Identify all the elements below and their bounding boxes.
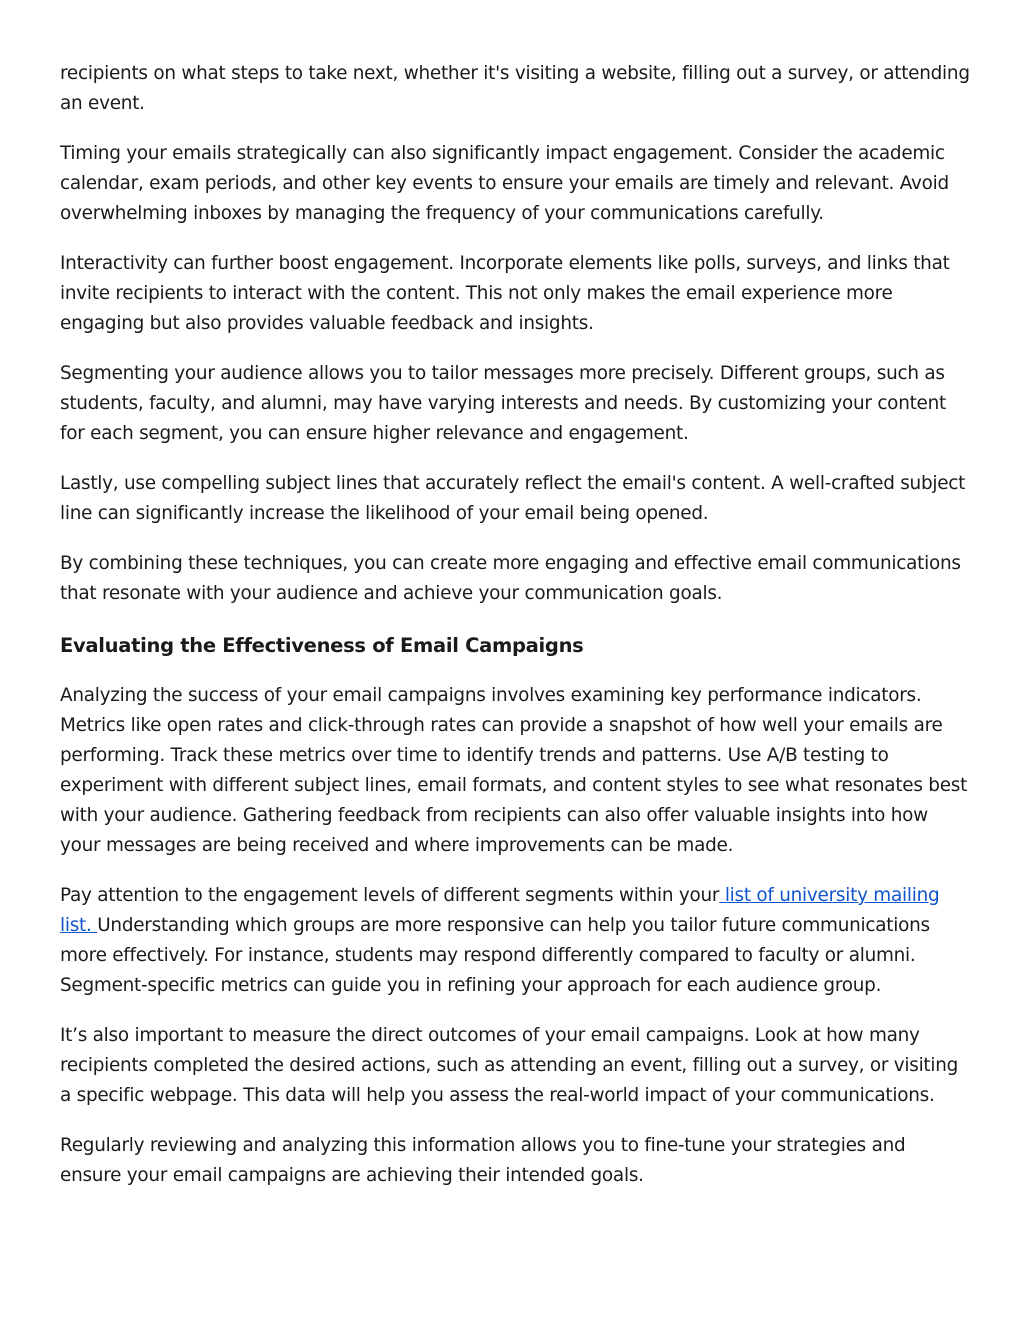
paragraph-segmenting: Segmenting your audience allows you to tailor messages more precisely. Different groups, such as students, faculty, and alumni, may have varying interests and needs. By customizing your content for each segment, you can ensure higher relevance and engagement. bbox=[60, 363, 946, 444]
link-paragraph-after: Understanding which groups are more responsive can help you tailor future communications more effectively. For instance, students may respond differently compared to faculty or alumni. Segment-specific metrics can guide you in refining your approach for each audience group. bbox=[60, 915, 930, 996]
university-mailing-list-link[interactable]: list of university mailing list. bbox=[60, 885, 940, 936]
paragraph-timing: Timing your emails strategically can also significantly impact engagement. Consider the academic calendar, exam periods, and other key events to ensure your emails are timely and relevant. Avoid overwhelming inboxes by managing the frequency of your communications carefully. bbox=[60, 143, 949, 224]
paragraph-analyzing: Analyzing the success of your email campaigns involves examining key performance indicators. Metrics like open rates and click-through rates can provide a snapshot of how well your emails are performing. Track these metrics over time to identify trends and patterns. Use A/B testing to experiment with different subject lines, email formats, and content styles to see what resonates best with your audience. Gathering feedback from recipients can also offer valuable insights into how your messages are being received and where improvements can be made. bbox=[60, 685, 968, 856]
paragraph-outcomes: It’s also important to measure the direct outcomes of your email campaigns. Look at how many recipients completed the desired actions, such as attending an event, filling out a survey, or visiting a specific webpage. This data will help you assess the real-world impact of your communications. bbox=[60, 1025, 959, 1106]
paragraph-subject-lines: Lastly, use compelling subject lines that accurately reflect the email's content. A well-crafted subject line can significantly increase the likelihood of your email being opened. bbox=[60, 473, 966, 524]
paragraph-interactivity: Interactivity can further boost engagement. Incorporate elements like polls, surveys, and links that invite recipients to interact with the content. This not only makes the email experience more engaging but also provides valuable feedback and insights. bbox=[60, 253, 950, 334]
article-body bbox=[60, 59, 970, 1211]
paragraph-segments-link bbox=[60, 881, 970, 1001]
paragraph-reviewing: Regularly reviewing and analyzing this information allows you to fine-tune your strategies and ensure your email campaigns are achieving their intended goals. bbox=[60, 1135, 906, 1186]
section-heading: Evaluating the Effectiveness of Email Campaigns bbox=[60, 634, 584, 657]
paragraph-combining: By combining these techniques, you can create more engaging and effective email communications that resonate with your audience and achieve your communication goals. bbox=[60, 553, 961, 604]
paragraph-continuation: recipients on what steps to take next, whether it's visiting a website, filling out a survey, or attending an event. bbox=[60, 63, 970, 114]
link-paragraph-before: Pay attention to the engagement levels of different segments within your bbox=[60, 885, 720, 906]
